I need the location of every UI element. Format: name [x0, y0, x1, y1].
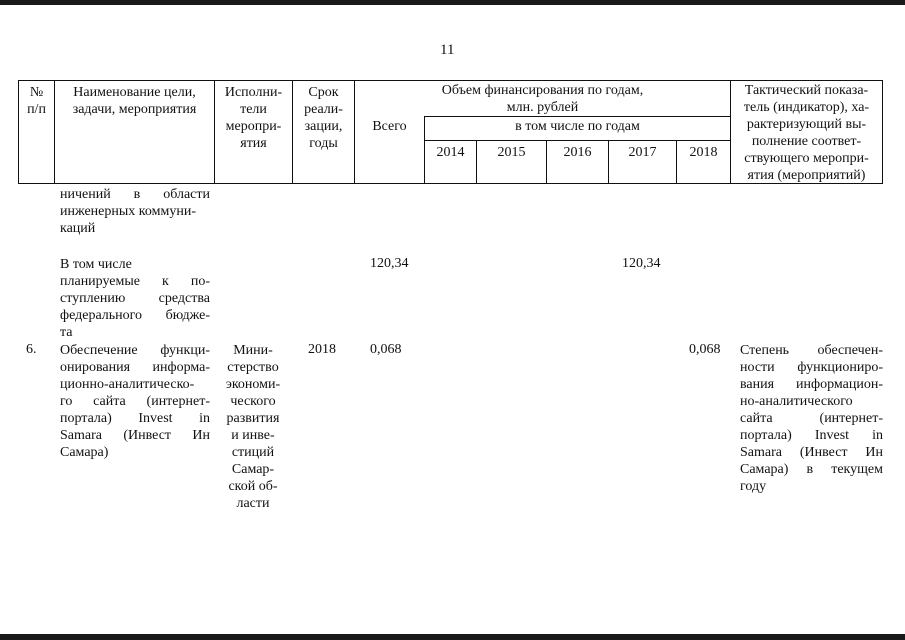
header-year-2014: 2014 — [436, 145, 465, 160]
item-term: 2018 — [308, 342, 336, 357]
header-term: Срок реали- зации, годы — [304, 85, 343, 151]
item-name: Обеспечение функци- онирования информа- ционно-аналитическо- го сайта (интернет- портала) Invest in Samara (Инвест Ин Самара) — [60, 343, 210, 460]
item-number: 6. — [26, 342, 37, 357]
header-year-2016: 2016 — [563, 145, 592, 160]
item-total: 0,068 — [370, 342, 402, 357]
header-name: Наименование цели, задачи, мероприятия — [72, 85, 197, 117]
header-number: № п/п — [27, 85, 46, 117]
header-year-2018: 2018 — [689, 145, 718, 160]
header-executors: Исполни- тели меропри- ятия — [224, 85, 283, 151]
federal-2017: 120,34 — [622, 256, 661, 271]
header-financing: Объем финансирования по годам, млн. рублей — [441, 83, 644, 115]
page-number: 11 — [440, 42, 455, 58]
header-including: в том числе по годам — [515, 119, 640, 134]
item-executor: Мини- стерство экономи- ческого развития и инве- стиций Самар- ской об- ласти — [225, 343, 281, 511]
header-year-2017: 2017 — [628, 145, 657, 160]
header-total: Всего — [372, 119, 407, 134]
header-indicator: Тактический показа- тель (индикатор), ха- рактеризующий вы- полнение соответ- ствующего меропри- ятия (мероприятий) — [743, 83, 870, 183]
item-2018: 0,068 — [689, 342, 721, 357]
bottom-border — [0, 634, 905, 640]
item-indicator: Степень обеспечен- ности функциониро- вания информацион- но-аналитического сайта (интернет- портала) Invest in Samara (Инвест Ин Самара) в текущем году — [740, 343, 883, 494]
table-header — [18, 80, 883, 184]
federal-budget-name: В том числе планируемые к по- ступлению средства федерального бюдже- та — [60, 257, 210, 340]
federal-total: 120,34 — [370, 256, 409, 271]
continued-item-name: ничений в области инженерных коммуни- каций — [60, 187, 210, 236]
header-year-2015: 2015 — [497, 145, 526, 160]
top-border — [0, 0, 905, 5]
